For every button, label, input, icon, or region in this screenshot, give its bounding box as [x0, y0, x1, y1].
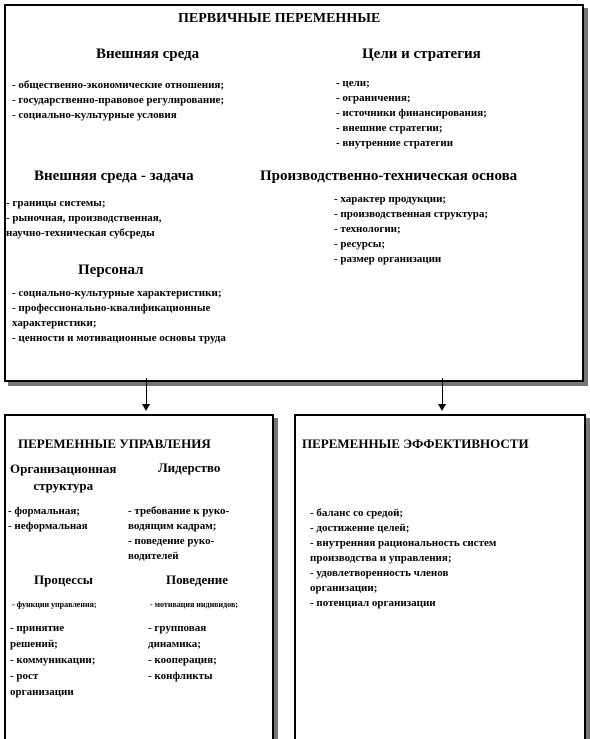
list-item: организации;	[310, 582, 378, 594]
list-item: - социально-культурные условия	[12, 109, 177, 121]
efficiency-variables-title: ПЕРЕМЕННЫЕ ЭФФЕКТИВНОСТИ	[302, 436, 529, 451]
list-item: - технологии;	[334, 223, 401, 235]
control-variables-box	[4, 414, 274, 739]
list-item: - неформальная	[8, 520, 88, 532]
list-item: - принятие	[10, 622, 65, 634]
list-item: научно-техническая субсреды	[6, 227, 155, 239]
list-item: - размер организации	[334, 253, 442, 265]
list-item: организации	[10, 686, 74, 698]
arrow-to-efficiency	[442, 378, 443, 406]
control-variables-title: ПЕРЕМЕННЫЕ УПРАВЛЕНИЯ	[18, 436, 211, 451]
list-item: - формальная;	[8, 505, 80, 517]
list-item: - групповая	[148, 622, 207, 634]
list-item: - ценности и мотивационные основы труда	[12, 332, 226, 344]
list-item: - требование к руко-	[128, 505, 230, 517]
list-item: - производственная структура;	[334, 208, 488, 220]
list-item: - достижение целей;	[310, 522, 410, 534]
primary-variables-box	[4, 4, 584, 382]
arrow-head-efficiency	[438, 404, 446, 411]
task-env-list	[6, 196, 161, 241]
list-item: - рыночная, производственная,	[6, 212, 162, 224]
list-item: - государственно-правовое регулирование;	[12, 94, 225, 106]
leadership-list	[128, 504, 229, 564]
arrow-head-control	[142, 404, 150, 411]
list-item: - цели;	[336, 77, 370, 89]
list-item: - социально-культурные характеристики;	[12, 287, 222, 299]
list-item: - внутренняя рациональность систем	[310, 537, 497, 549]
arrow-to-control	[146, 378, 147, 406]
production-heading: Производственно-техническая основа	[260, 168, 518, 184]
behavior-list	[148, 620, 217, 684]
list-item: - характер продукции;	[334, 193, 447, 205]
behavior-note: - мотивация индивидов;	[150, 600, 238, 609]
list-item: - общественно-экономические отношения;	[12, 79, 225, 91]
list-item: - удовлетворенность членов	[310, 567, 449, 579]
list-item: - границы системы;	[6, 197, 106, 209]
efficiency-variables-box	[294, 414, 586, 739]
list-item: производства и управления;	[310, 552, 452, 564]
production-list	[334, 192, 488, 267]
list-item: решений;	[10, 638, 58, 650]
processes-list	[10, 620, 95, 700]
list-item: - источники финансирования;	[336, 107, 487, 119]
org-structure-list	[8, 504, 88, 534]
personnel-heading: Персонал	[78, 262, 144, 278]
external-env-heading: Внешняя среда	[96, 46, 200, 62]
leadership-heading: Лидерство	[158, 460, 221, 475]
processes-note: - функции управления;	[12, 600, 97, 609]
list-item: - внутренние стратегии	[336, 137, 454, 149]
list-item: - внешние стратегии;	[336, 122, 443, 134]
list-item: - рост	[10, 670, 39, 682]
list-item: динамика;	[148, 638, 201, 650]
behavior-heading: Поведение	[166, 572, 229, 587]
goals-heading: Цели и стратегия	[362, 46, 481, 62]
list-item: - ресурсы;	[334, 238, 386, 250]
list-item: - поведение руко-	[128, 535, 215, 547]
list-item: водящим кадрам;	[128, 520, 217, 532]
efficiency-list	[310, 506, 496, 611]
primary-variables-title: ПЕРВИЧНЫЕ ПЕРЕМЕННЫЕ	[178, 11, 381, 26]
goals-list	[336, 76, 487, 151]
list-item: - потенциал организации	[310, 597, 436, 609]
task-env-heading: Внешняя среда - задача	[34, 168, 194, 184]
list-item: водителей	[128, 550, 179, 562]
personnel-list	[12, 286, 226, 346]
list-item: - конфликты	[148, 670, 213, 682]
list-item: характеристики;	[12, 317, 97, 329]
list-item: - баланс со средой;	[310, 507, 404, 519]
external-env-list	[12, 78, 224, 123]
processes-heading: Процессы	[34, 572, 93, 587]
list-item: - коммуникации;	[10, 654, 96, 666]
list-item: - кооперация;	[148, 654, 217, 666]
list-item: - профессионально-квалификационные	[12, 302, 211, 314]
list-item: - ограничения;	[336, 92, 411, 104]
org-structure-heading: Организационная структура	[10, 461, 117, 493]
